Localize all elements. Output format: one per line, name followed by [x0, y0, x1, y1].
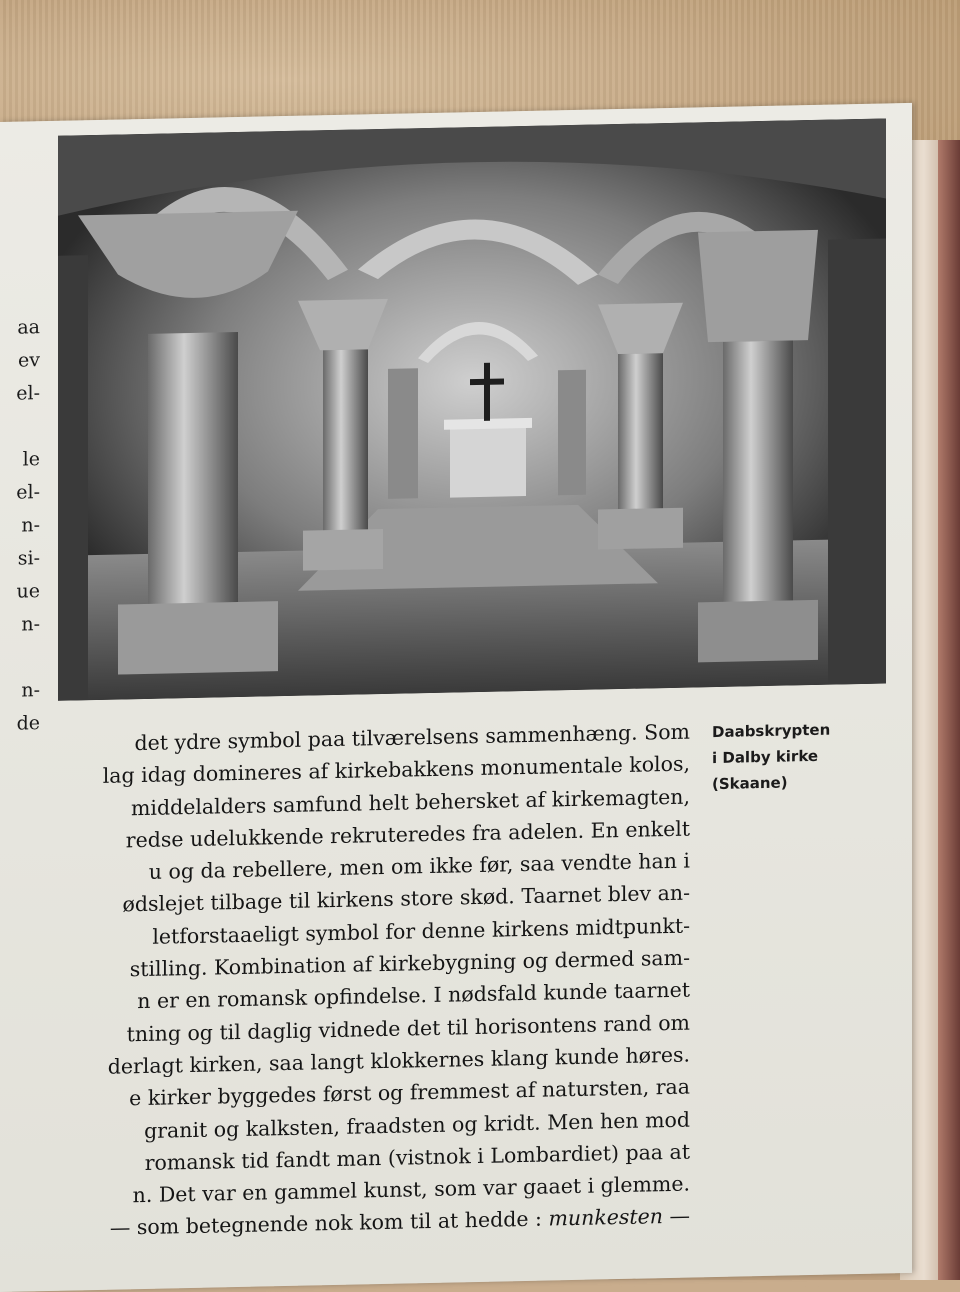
fragment-line: de — [16, 712, 40, 735]
text-line: granit og kalksten, fraadsten og kridt. Men hen mod — [144, 1107, 690, 1143]
caption-line: (Skaane) — [712, 773, 788, 794]
text-line: det ydre symbol paa tilværelsens sammenhæng. Som — [134, 719, 690, 756]
text-line: middelalders samfund helt behersket af kirkemagten, — [130, 784, 690, 820]
fragment-line: ev — [18, 349, 40, 372]
fragment-line: n- — [21, 514, 40, 537]
italic-term: munkesten — [548, 1204, 663, 1231]
text-line: letforstaaeligt symbol for denne kirkens midtpunkt- — [152, 913, 690, 949]
text-line: e kirker byggedes først og fremmest af natursten, raa — [129, 1074, 690, 1111]
fragment-line: le — [22, 448, 40, 471]
crypt-photograph — [58, 118, 886, 700]
text-line: n. Det var en gammel kunst, som var gaaet i glemme. — [132, 1171, 690, 1208]
fragment-line: n- — [21, 613, 40, 636]
text-span: — — [662, 1203, 690, 1229]
text-line: lag idag domineres af kirkebakkens monumentale kolos, — [102, 751, 690, 789]
text-line: u og da rebellere, men om ikke før, saa vendte han i — [148, 848, 690, 885]
fragment-line: el- — [16, 481, 40, 504]
text-line: n er en romansk opfindelse. I nødsfald kunde taarnet — [137, 977, 690, 1014]
fragment-line: aa — [17, 316, 40, 339]
text-span: — som betegnende nok kom til at hedde : — [109, 1206, 549, 1241]
text-line: romansk tid fandt man (vistnok i Lombardiet) paa at — [144, 1139, 690, 1175]
text-line: derlagt kirken, saa langt klokkernes klang kunde høres. — [107, 1042, 690, 1079]
fragment-line: el- — [16, 382, 40, 405]
fragment-line: ue — [16, 580, 40, 603]
text-line: stilling. Kombination af kirkebygning og dermed sam- — [129, 945, 690, 982]
text-line: ødslejet tilbage til kirkens store skød. Taarnet blev an- — [122, 881, 690, 917]
fragment-line: si- — [17, 547, 40, 570]
caption-line: Daabskrypten — [712, 720, 831, 742]
text-line: tning og til daglig vidnede det til horisontens rand om — [126, 1010, 690, 1047]
text-line: redse udelukkende rekruteredes fra adelen. En enkelt — [125, 816, 690, 853]
body-text — [0, 716, 690, 1247]
fragment-line — [0, 641, 40, 675]
caption-line: i Dalby kirke — [712, 746, 819, 768]
fragment-line: n- — [21, 679, 40, 702]
photo-caption — [712, 715, 892, 797]
book-page — [0, 103, 912, 1292]
fragment-line — [0, 410, 40, 444]
previous-column-fragments — [0, 311, 40, 741]
